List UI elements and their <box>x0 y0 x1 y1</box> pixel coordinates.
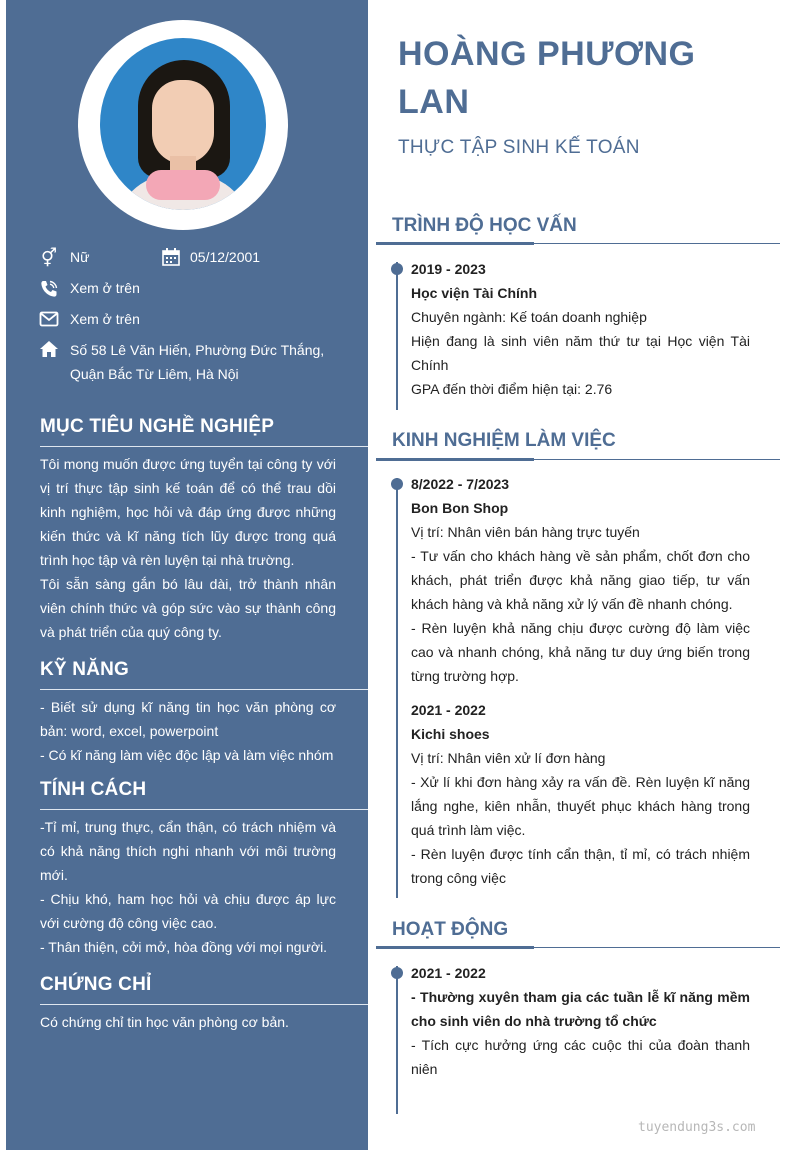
timeline-dot <box>391 967 403 979</box>
entry-line: Hiện đang là sinh viên năm thứ tư tại Học viện Tài Chính <box>411 333 750 373</box>
activities-entry <box>411 961 750 1081</box>
entry-organization: Học viện Tài Chính <box>411 285 538 301</box>
personality-title: TÍNH CÁCH <box>40 779 147 800</box>
name-line: LAN <box>398 83 470 121</box>
birthdate-value: 05/12/2001 <box>190 249 261 265</box>
activities-title: HOẠT ĐỘNG <box>392 919 509 940</box>
career-goal-paragraph: Tôi sẵn sàng gắn bó lâu dài, trở thành nhân viên chính thức và góp sức vào sự thành công và phát triển của quý công ty. <box>40 576 336 640</box>
entry-line: - Xử lí khi đơn hàng xảy ra vấn đề. Rèn luyện kĩ năng lắng nghe, kiên nhẫn, thuyết phục khách hàng trong quá trình làm việc. <box>411 774 750 838</box>
entry-organization: Kichi shoes <box>411 726 490 742</box>
sidebar <box>6 0 368 1150</box>
skills-title: KỸ NĂNG <box>40 659 130 680</box>
experience-entry <box>411 472 750 688</box>
divider <box>40 689 368 690</box>
entry-line: Vị trí: Nhân viên bán hàng trực tuyến <box>411 524 640 540</box>
timeline-line <box>396 478 398 898</box>
phone-icon <box>38 279 60 303</box>
divider <box>40 446 368 447</box>
entry-line: - Rèn luyện được tính cẩn thận, tỉ mỉ, có trách nhiệm trong công việc <box>411 846 750 886</box>
education-entry <box>411 257 750 401</box>
divider <box>40 809 368 810</box>
skill-item: - Có kĩ năng làm việc độc lập và làm việc nhóm <box>40 747 334 763</box>
phone-value: Xem ở trên <box>70 280 140 296</box>
experience-title: KINH NGHIỆM LÀM VIỆC <box>392 430 616 451</box>
timeline-line <box>396 262 398 410</box>
entry-period: 2021 - 2022 <box>411 965 486 981</box>
envelope-icon <box>38 310 60 332</box>
personality-item: - Chịu khó, ham học hỏi và chịu được áp lực với cường độ công việc cao. <box>40 891 336 931</box>
entry-period: 2021 - 2022 <box>411 702 486 718</box>
entry-line: - Rèn luyện khả năng chịu được cường độ làm việc cao và nhanh chóng, khả năng tư duy ứng biến trong từng trường hợp. <box>411 620 750 684</box>
divider-accent <box>376 458 534 461</box>
entry-line: Chuyên ngành: Kế toán doanh nghiệp <box>411 309 647 325</box>
personality-list <box>40 815 336 959</box>
entry-line: - Tư vấn cho khách hàng về sản phẩm, chốt đơn cho khách, phát triển được khả năng giao tiếp, tư vấn khách hàng và khả năng xử lý vấn đề nhanh chóng. <box>411 548 750 612</box>
skills-list <box>40 695 336 767</box>
career-goal-title: MỤC TIÊU NGHỀ NGHIỆP <box>40 416 275 437</box>
entry-period: 2019 - 2023 <box>411 261 486 277</box>
career-goal-text <box>40 452 336 644</box>
gender-icon: ⚥ <box>40 248 58 268</box>
certificates-text: Có chứng chỉ tin học văn phòng cơ bản. <box>40 1014 289 1030</box>
personality-item: -Tỉ mỉ, trung thực, cẩn thận, có trách nhiệm và có khả năng thích nghi nhanh với môi trường mới. <box>40 819 336 883</box>
entry-organization: Bon Bon Shop <box>411 500 509 516</box>
career-goal-paragraph: Tôi mong muốn được ứng tuyển tại công ty với vị trí thực tập sinh kế toán để có thể trau dồi kinh nghiệm, học hỏi và đáp ứng được những kiến thức và kĩ năng tích lũy được trong quá trình học tập và rèn luyện tại nhà trường. <box>40 456 336 568</box>
personality-item: - Thân thiện, cởi mở, hòa đồng với mọi người. <box>40 939 328 955</box>
avatar <box>100 38 266 210</box>
divider-accent <box>376 242 534 245</box>
entry-line: - Thường xuyên tham gia các tuần lễ kĩ năng mềm cho sinh viên do nhà trường tổ chức <box>411 989 750 1029</box>
education-title: TRÌNH ĐỘ HỌC VẤN <box>392 215 577 236</box>
divider <box>40 1004 368 1005</box>
timeline-dot <box>391 478 403 490</box>
gender-value: Nữ <box>70 249 90 265</box>
home-icon <box>38 340 60 362</box>
entry-period: 8/2022 - 7/2023 <box>411 476 510 492</box>
skill-item: - Biết sử dụng kĩ năng tin học văn phòng cơ bản: word, excel, powerpoint <box>40 699 336 739</box>
email-value: Xem ở trên <box>70 311 140 327</box>
entry-line: - Tích cực hưởng ứng các cuộc thi của đoàn thanh niên <box>411 1037 750 1077</box>
entry-line: Vị trí: Nhân viên xử lí đơn hàng <box>411 750 606 766</box>
timeline-line <box>396 966 398 1114</box>
experience-entry <box>411 698 750 890</box>
job-title: THỰC TẬP SINH KẾ TOÁN <box>398 137 640 158</box>
name-line: HOÀNG PHƯƠNG <box>398 35 696 73</box>
entry-line: GPA đến thời điểm hiện tại: 2.76 <box>411 381 613 397</box>
watermark: tuyendung3s.com <box>638 1120 756 1135</box>
certificates-title: CHỨNG CHỈ <box>40 974 152 995</box>
full-name <box>398 30 778 126</box>
timeline-dot <box>391 263 403 275</box>
avatar-frame <box>78 20 288 230</box>
calendar-icon <box>160 247 182 271</box>
address-value: Số 58 Lê Văn Hiến, Phường Đức Thắng, Quận Bắc Từ Liêm, Hà Nội <box>70 342 325 382</box>
divider-accent <box>376 946 534 949</box>
